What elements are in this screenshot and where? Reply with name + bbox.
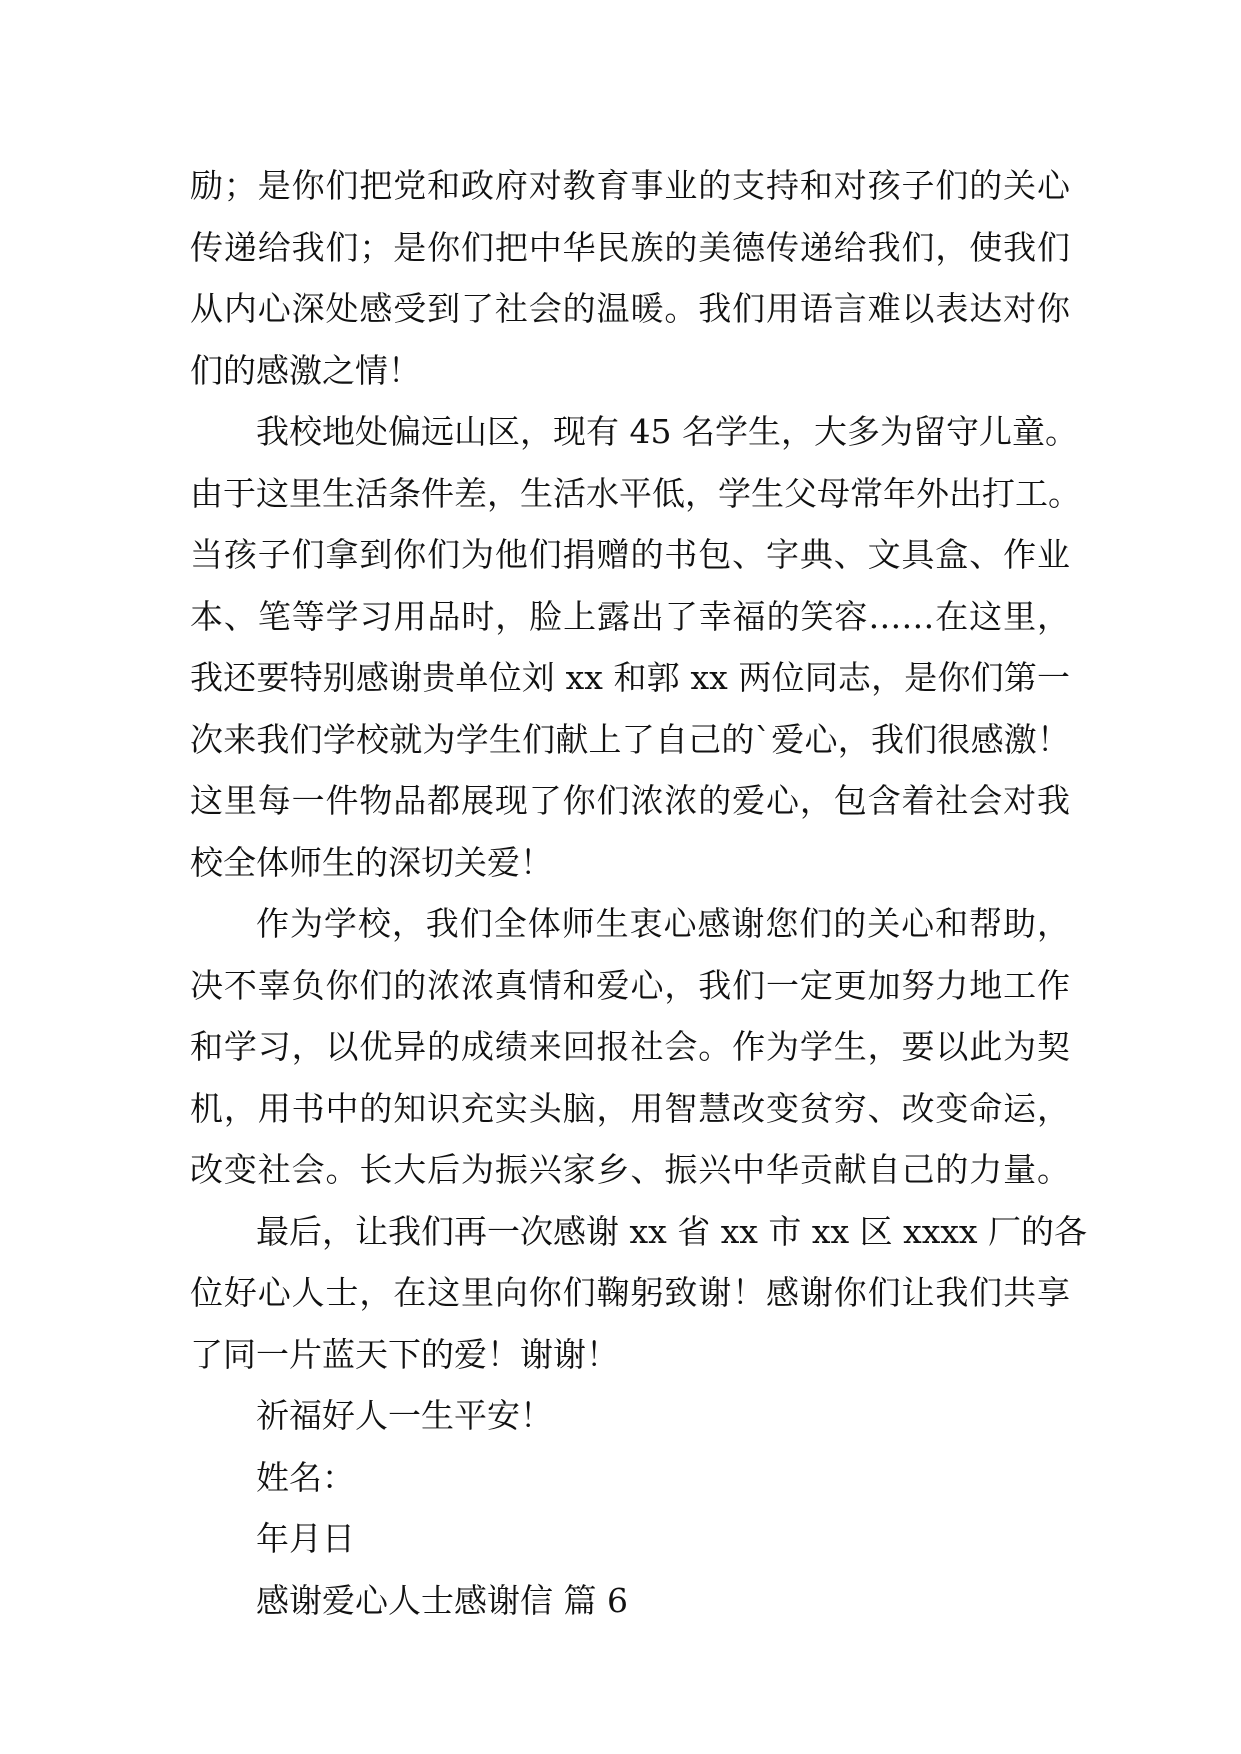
paragraph-line: 励；是你们把党和政府对教育事业的支持和对孩子们的关心 — [190, 166, 1070, 205]
paragraph-line: 位好心人士，在这里向你们鞠躬致谢！感谢你们让我们共享 — [190, 1273, 1070, 1312]
paragraph-line: 作为学校，我们全体师生衷心感谢您们的关心和帮助， — [256, 904, 1070, 943]
paragraph-line: 了同一片蓝天下的爱！谢谢！ — [190, 1334, 619, 1374]
paragraph-line: 机，用书中的知识充实头脑，用智慧改变贫穷、改变命运， — [190, 1088, 1070, 1128]
paragraph-line: 传递给我们；是你们把中华民族的美德传递给我们，使我们 — [190, 227, 1070, 267]
paragraph-line: 和学习，以优异的成绩来回报社会。作为学生，要以此为契 — [190, 1027, 1070, 1066]
paragraph-line: 从内心深处感受到了社会的温暖。我们用语言难以表达对你 — [190, 289, 1070, 328]
paragraph-line: 我还要特别感谢贵单位刘 xx 和郭 xx 两位同志，是你们第一 — [190, 658, 1070, 697]
paragraph-line: 最后，让我们再一次感谢 xx 省 xx 市 xx 区 xxxx 厂的各 — [256, 1211, 1088, 1251]
paragraph-line: 改变社会。长大后为振兴家乡、振兴中华贡献自己的力量。 — [190, 1150, 1070, 1189]
blessing-line: 祈福好人一生平安！ — [256, 1396, 553, 1435]
paragraph-line: 由于这里生活条件差，生活水平低，学生父母常年外出打工。 — [190, 473, 1081, 513]
date-line: 年月日 — [256, 1519, 355, 1558]
paragraph-line: 本、笔等学习用品时，脸上露出了幸福的笑容……在这里， — [190, 596, 1070, 636]
paragraph-line: 们的感激之情！ — [190, 350, 421, 390]
signature-name-line: 姓名： — [256, 1457, 355, 1497]
paragraph-line: 校全体师生的深切关爱！ — [190, 842, 553, 882]
paragraph-line: 这里每一件物品都展现了你们浓浓的爱心，包含着社会对我 — [190, 781, 1070, 820]
paragraph-line: 我校地处偏远山区，现有 45 名学生，大多为留守儿童。 — [256, 412, 1078, 451]
letter-body — [190, 155, 1088, 1631]
section-heading: 感谢爱心人士感谢信 篇 6 — [256, 1580, 628, 1620]
paragraph-line: 当孩子们拿到你们为他们捐赠的书包、字典、文具盒、作业 — [190, 535, 1070, 574]
paragraph-line: 次来我们学校就为学生们献上了自己的`爱心，我们很感激！ — [190, 719, 1070, 759]
paragraph-line: 决不辜负你们的浓浓真情和爱心，我们一定更加努力地工作 — [190, 965, 1070, 1005]
